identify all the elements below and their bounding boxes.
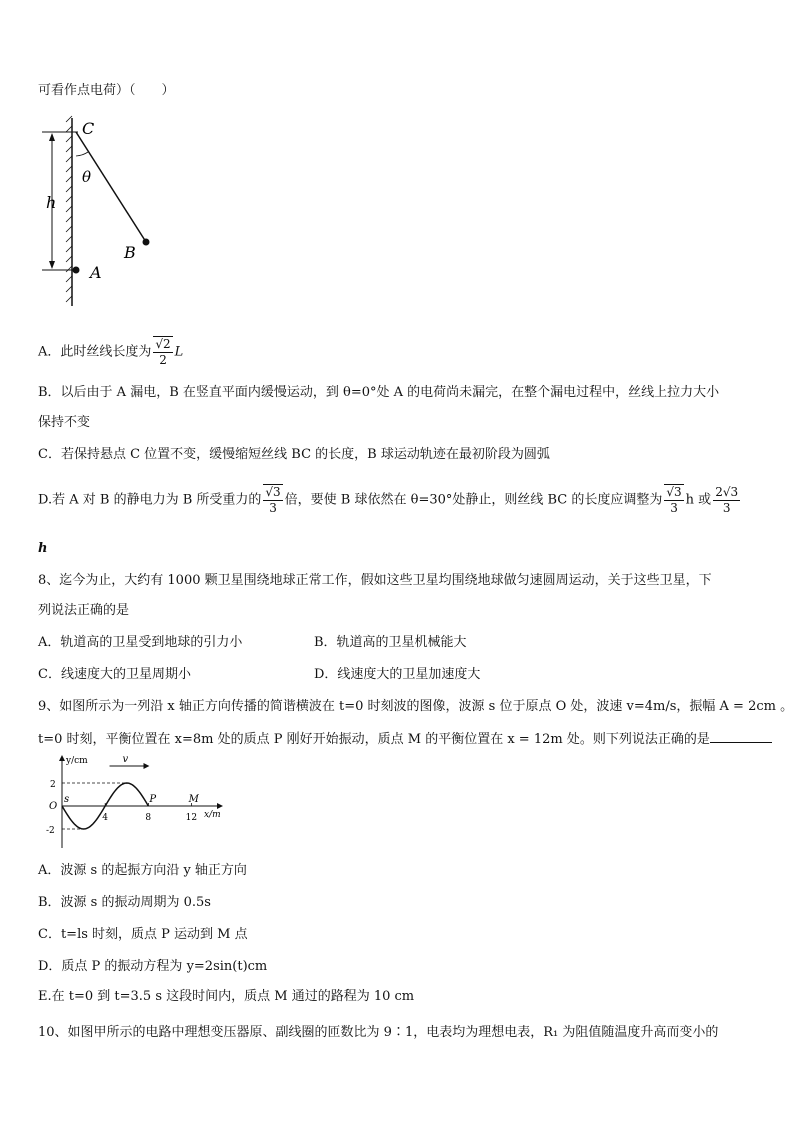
x-tick-label: 8 [145, 813, 152, 823]
q7-option-D: D.若 A 对 B 的静电力为 B 所受重力的 $\frac{√3}{3}$ 倍，要使 B 球依然在 θ=30°处静止，则丝线 BC 的长度应调整为 $\frac{√3}{3}$ h 或 $\frac{2√3}{3}$ [38, 484, 739, 515]
q9-option-D: D．质点 P 的振动方程为 y=2sin(t)cm [38, 959, 268, 974]
y-axis-label: y/cm [66, 756, 88, 766]
q7-option-D-tail: h [38, 541, 48, 556]
x-tick-label: 12 [185, 813, 198, 823]
wave-chart [44, 752, 226, 850]
label-theta: θ [82, 168, 92, 186]
point-label-P: P [149, 794, 157, 805]
q7-option-B-line2: 保持不变 [38, 415, 91, 430]
q7-option-B-line1: B．以后由于 A 漏电，B 在竖直平面内缓慢运动，到 θ=0°处 A 的电荷尚未漏完，在整个漏电过程中，丝线上拉力大小 [38, 385, 720, 400]
q8-option-B: B．轨道高的卫星机械能大 [314, 635, 467, 650]
q7-option-C: C．若保持悬点 C 位置不变，缓慢缩短丝线 BC 的长度，B 球运动轨迹在最初阶段为圆弧 [38, 447, 550, 462]
ball-A [73, 267, 80, 274]
q9-option-B: B．波源 s 的振动周期为 0.5s [38, 895, 211, 910]
q7-figure [38, 112, 168, 312]
q8-option-D: D．线速度大的卫星加速度大 [314, 667, 481, 682]
y-tick-label: -2 [46, 826, 55, 836]
question-7-stem-tail: 可看作点电荷）（ ） [38, 83, 175, 98]
q7-option-A: A．此时丝线长度为 $\frac{√2}{2}$ L [38, 337, 184, 367]
label-B: B [124, 243, 136, 262]
answer-blank [710, 730, 772, 743]
q8-option-C: C．线速度大的卫星周期小 [38, 667, 191, 682]
point-label-s: s [64, 794, 70, 805]
y-tick-label: 2 [50, 780, 56, 790]
q8-stem-line2: 列说法正确的是 [38, 603, 130, 618]
label-C: C [82, 119, 95, 138]
point-label-M: M [188, 794, 199, 805]
label-h: h [46, 193, 57, 212]
velocity-label: v [122, 754, 129, 765]
origin-label: O [49, 801, 58, 812]
q9-option-E: E.在 t=0 到 t=3.5 s 这段时间内，质点 M 通过的路程为 10 cm [38, 989, 415, 1004]
ball-B [143, 239, 150, 246]
q9-stem-line2: t=0 时刻，平衡位置在 x=8m 处的质点 P 刚好开始振动，质点 M 的平衡位置在 x = 12m 处。则下列说法正确的是 [38, 730, 772, 749]
q8-option-A: A．轨道高的卫星受到地球的引力小 [38, 635, 243, 650]
label-A: A [90, 263, 102, 282]
x-axis-label: x/m [204, 810, 221, 820]
x-tick-label: 4 [102, 813, 108, 823]
q9-option-A: A．波源 s 的起振方向沿 y 轴正方向 [38, 863, 247, 878]
q9-stem-line1: 9、如图所示为一列沿 x 轴正方向传播的简谐横波在 t=0 时刻波的图像，波源 s 位于原点 O 处，波速 v=4m/s，振幅 A = 2cm 。 [38, 699, 794, 714]
q9-option-C: C．t=ls 时刻，质点 P 运动到 M 点 [38, 927, 248, 942]
q10-stem-line1: 10、如图甲所示的电路中理想变压器原、副线圈的匝数比为 9∶1，电表均为理想电表，R₁ 为阻值随温度升高而变小的 [38, 1025, 719, 1040]
q8-stem-line1: 8、迄今为止，大约有 1000 颗卫星围绕地球正常工作，假如这些卫星均围绕地球做匀速圆周运动，关于这些卫星，下 [38, 573, 712, 588]
